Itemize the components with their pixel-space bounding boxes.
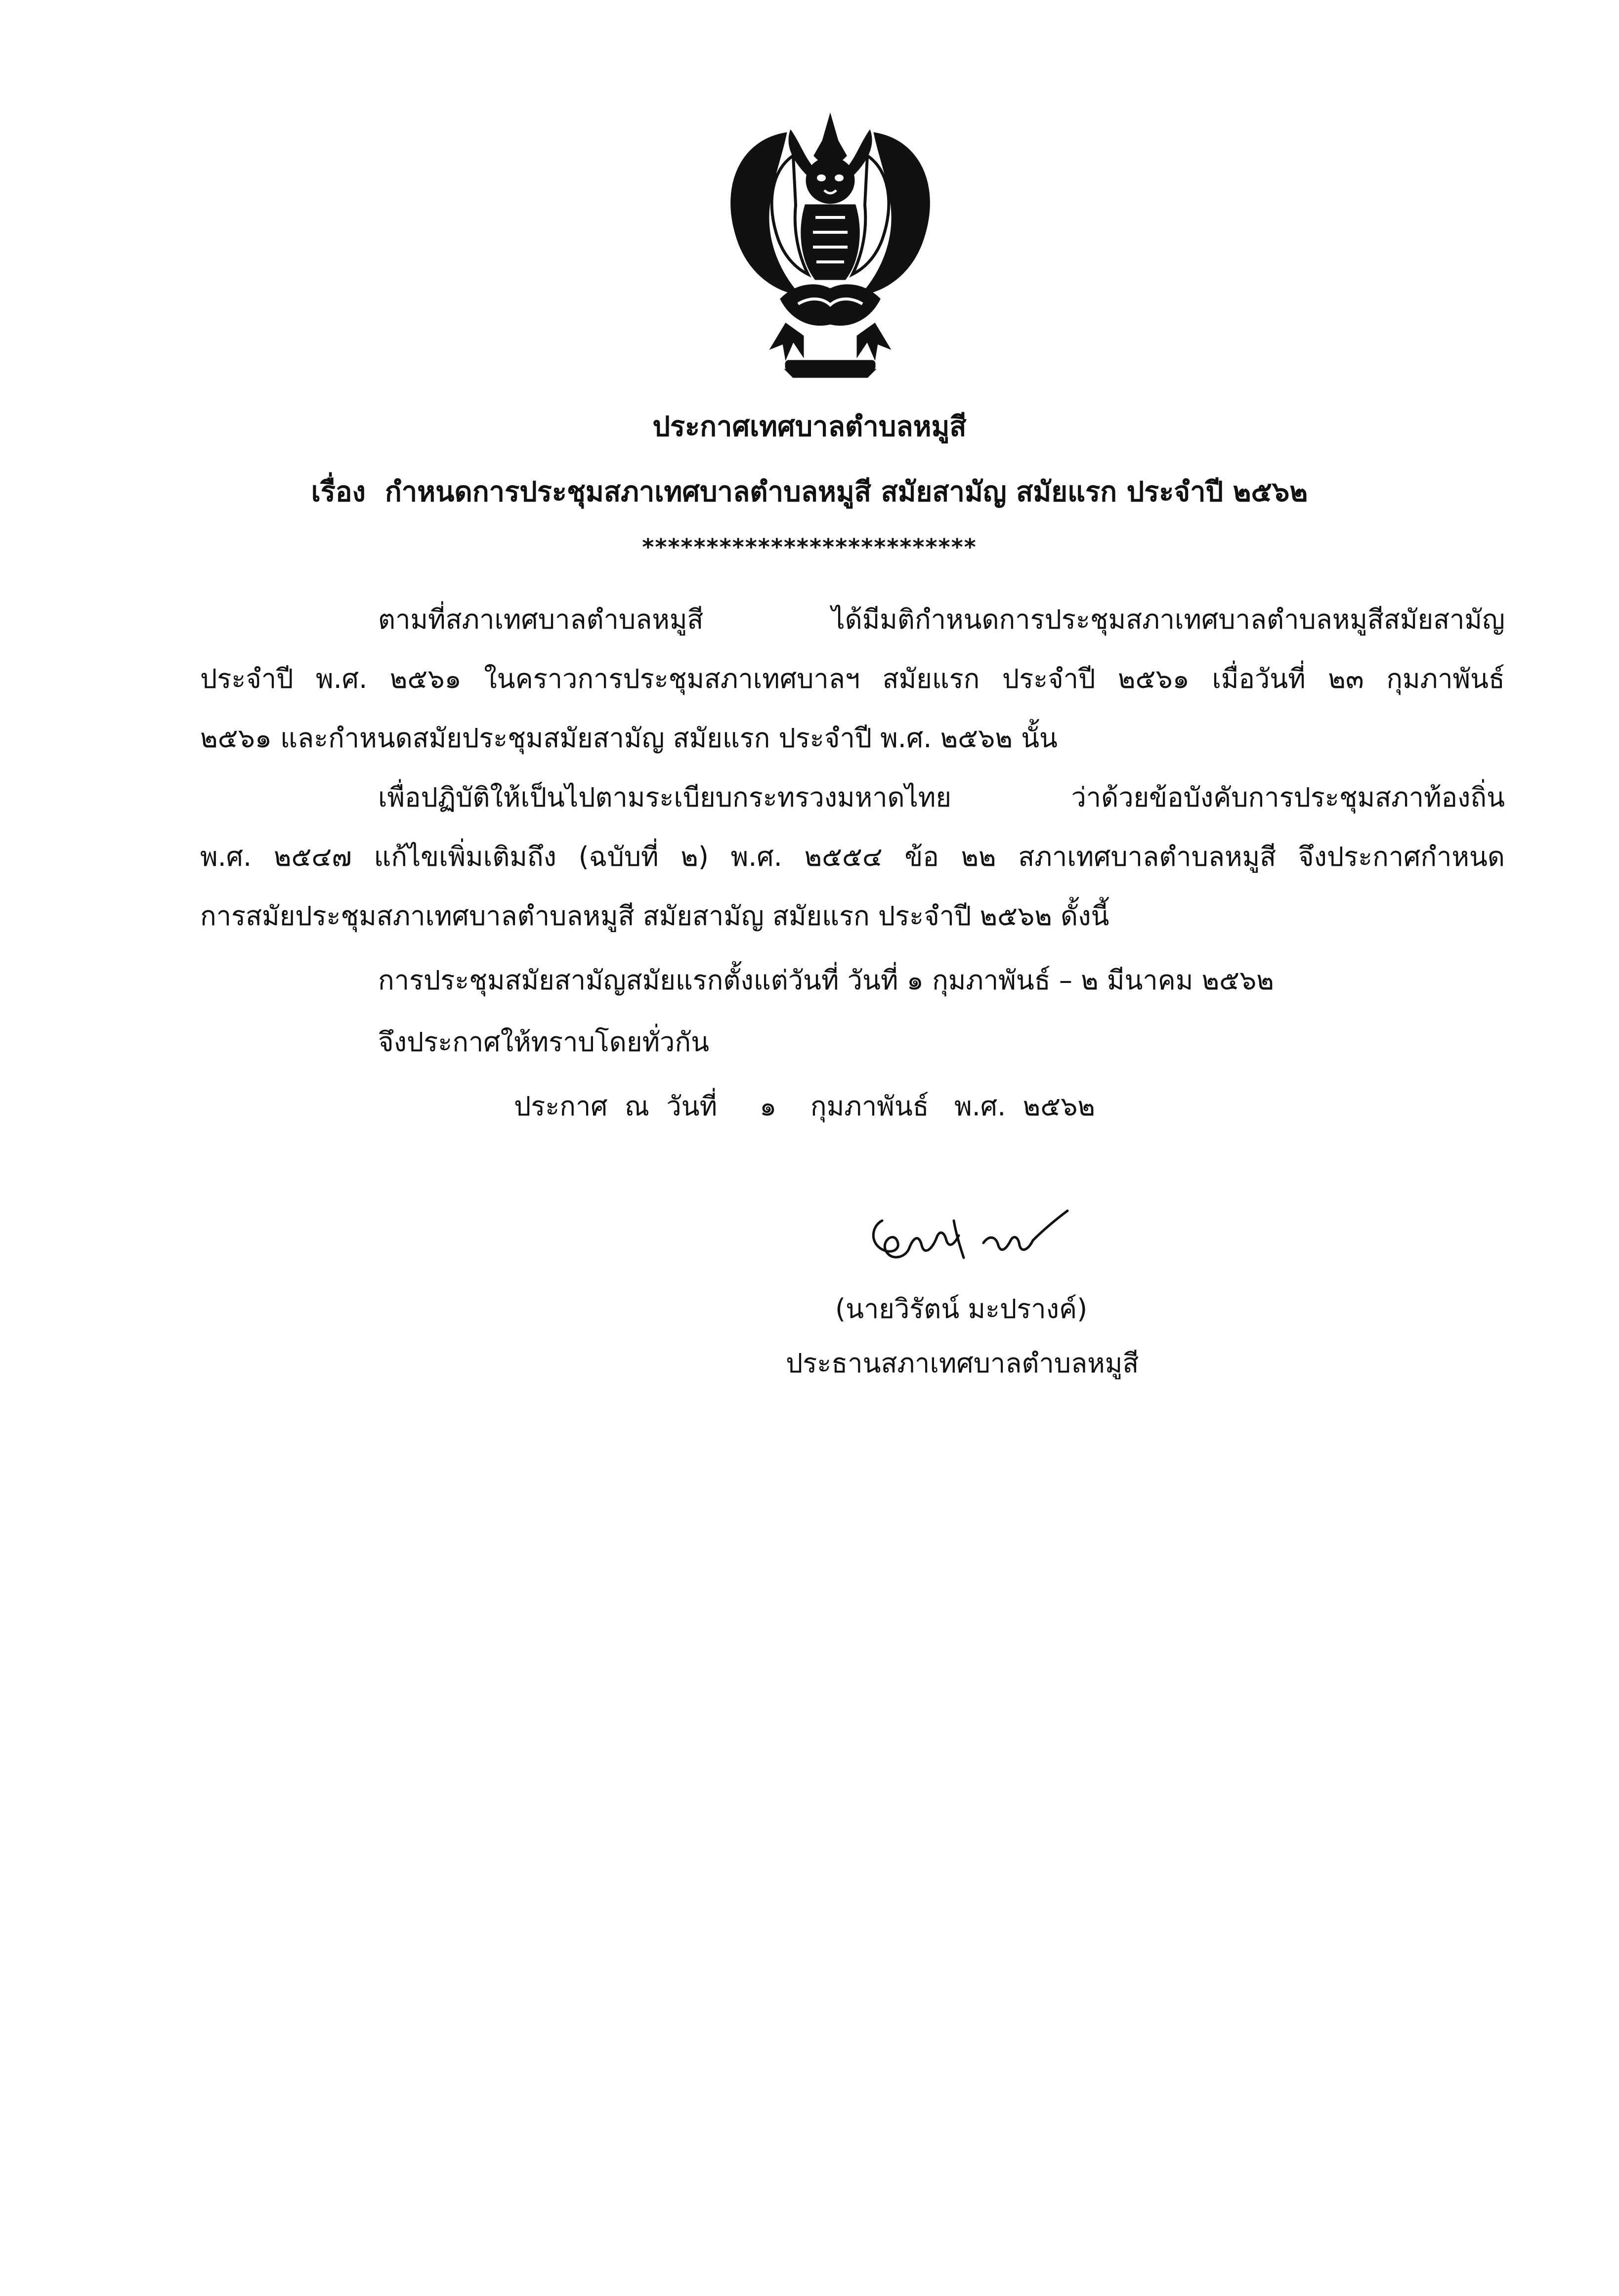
announcement-date: ประกาศ ณ วันที่ ๑ กุมภาพันธ์ พ.ศ. ๒๕๖๒ — [514, 1091, 1095, 1122]
subject-label: เรื่อง — [311, 476, 366, 508]
para2-line-3: การสมัยประชุมสภาเทศบาลตำบลหมูสี สมัยสามัญ สมัยแรก ประจำปี ๒๕๖๒ ดั้งนี้ — [200, 900, 1109, 932]
closing-statement: จึงประกาศให้ทราบโดยทั่วกัน — [378, 1026, 709, 1058]
para1-line-2: ประจำปี พ.ศ. ๒๕๖๑ ในคราวการประชุมสภาเทศบาลฯ สมัยแรก ประจำปี ๒๕๖๑ เมื่อวันที่ ๒๓ กุมภาพันธ์ — [200, 663, 1505, 694]
garuda-emblem-icon — [712, 111, 949, 378]
announcement-subject — [0, 469, 1619, 513]
para2-line-1: เพื่อปฏิบัติให้เป็นไปตามระเบียบกระทรวงมหาดไทย ว่าด้วยข้อบังคับการประชุมสภาท้องถิ่น — [378, 782, 1505, 813]
meeting-period: การประชุมสมัยสามัญสมัยแรกตั้งแต่วันที่ วันที่ ๑ กุมภาพันธ์ – ๒ มีนาคม ๒๕๖๒ — [378, 965, 1274, 996]
para1-line-3: ๒๕๖๑ และกำหนดสมัยประชุมสมัยสามัญ สมัยแรก ประจำปี พ.ศ. ๒๕๖๒ นั้น — [200, 723, 1058, 754]
separator-line: ************************** — [642, 534, 977, 560]
handwritten-signature-icon — [862, 1201, 1075, 1275]
para1-line-1: ตามที่สภาเทศบาลตำบลหมูสี ได้มีมติกำหนดการประชุมสภาเทศบาลตำบลหมูสีสมัยสามัญ — [378, 604, 1505, 635]
signer-name: (นายวิรัตน์ มะปรางค์) — [835, 1293, 1088, 1324]
announcement-title: ประกาศเทศบาลตำบลหมูสี — [652, 411, 967, 443]
subject-text: กำหนดการประชุมสภาเทศบาลตำบลหมูสี สมัยสามัญ สมัยแรก ประจำปี ๒๕๖๒ — [384, 476, 1308, 508]
signer-position: ประธานสภาเทศบาลตำบลหมูสี — [786, 1348, 1139, 1379]
para2-line-2: พ.ศ. ๒๕๔๗ แก้ไขเพิ่มเติมถึง (ฉบับที่ ๒) พ.ศ. ๒๕๕๔ ข้อ ๒๒ สภาเทศบาลตำบลหมูสี จึงประกาศกำหนด — [200, 841, 1505, 872]
